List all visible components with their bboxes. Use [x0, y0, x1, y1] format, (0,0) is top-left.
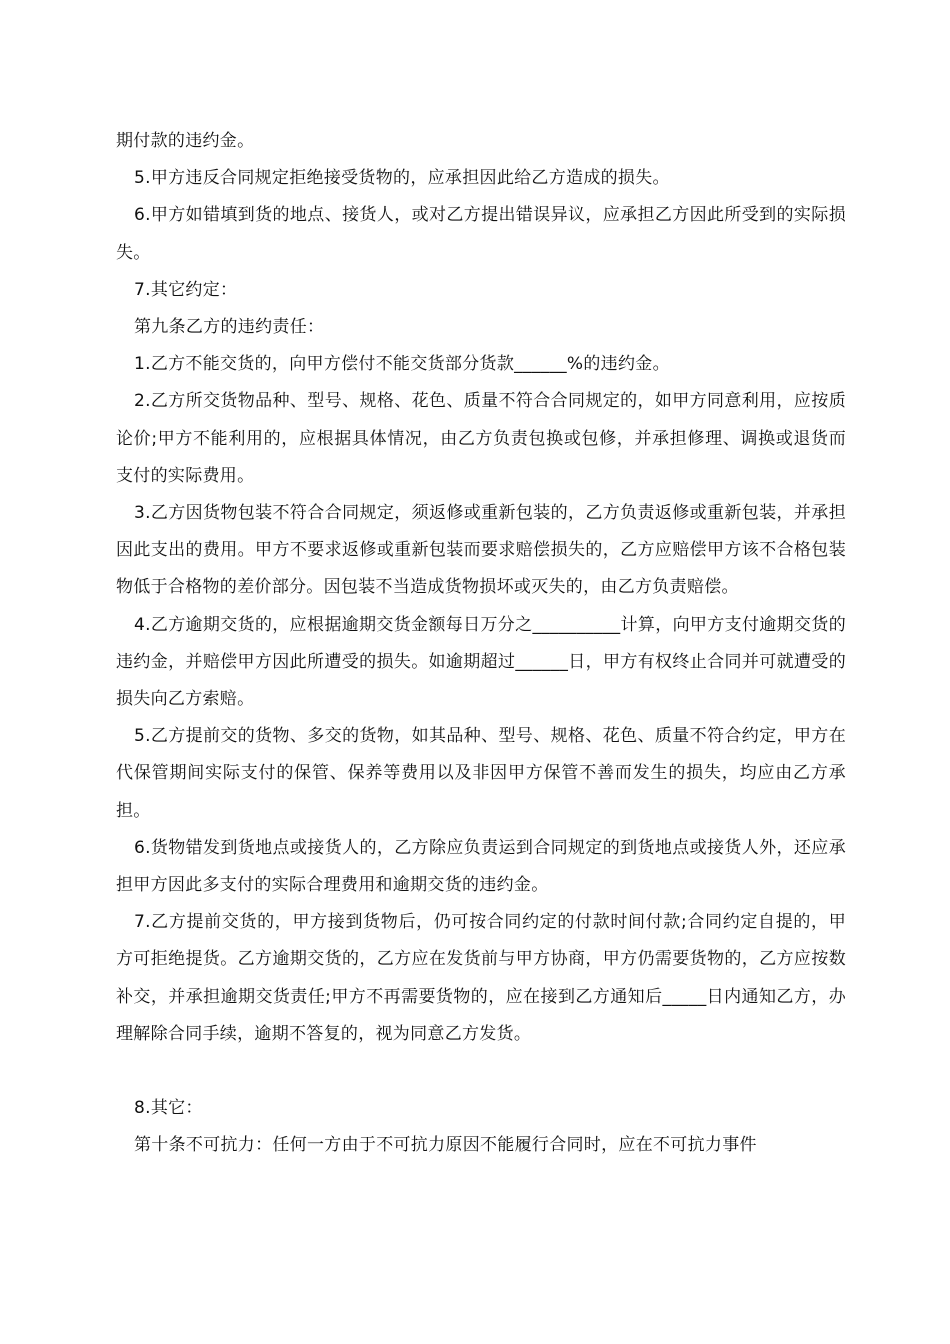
clause-9-item-1: 1.乙方不能交货的，向甲方偿付不能交货部分货款______%的违约金。	[134, 354, 670, 375]
clause-9-item-5: 5.乙方提前交的货物、多交的货物，如其品种、型号、规格、花色、质量不符合约定，甲方在代保管期间实际支付的保管、保养等费用以及非因甲方保管不善而发生的损失，均应由乙方承担。	[116, 726, 846, 821]
clause-9-heading: 第九条乙方的违约责任：	[134, 317, 325, 338]
clause-10-heading: 第十条不可抗力：任何一方由于不可抗力原因不能履行合同时，应在不可抗力事件	[134, 1135, 757, 1156]
clause-9-item-6: 6.货物错发到货地点或接货人的，乙方除应负责运到合同规定的到货地点或接货人外，还应承担甲方因此多支付的实际合理费用和逾期交货的违约金。	[116, 837, 846, 896]
clause-9-item-3: 3.乙方因货物包装不符合合同规定，须返修或重新包装的，乙方负责返修或重新包装，并承担因此支出的费用。甲方不要求返修或重新包装而要求赔偿损失的，乙方应赔偿甲方该不合格包装物低于合格物的差价部分。因包装不当造成货物损坏或灭失的，由乙方负责赔偿。	[116, 503, 846, 598]
document-page	[116, 123, 846, 1164]
clause-8-item-7: 7.其它约定：	[134, 279, 238, 300]
clause-9-item-2: 2.乙方所交货物品种、型号、规格、花色、质量不符合合同规定的，如甲方同意利用，应按质论价;甲方不能利用的，应根据具体情况，由乙方负责包换或包修，并承担修理、调换或退货而支付的实际费用。	[116, 391, 846, 486]
paragraph-gap	[116, 1053, 846, 1090]
clause-8-item-6: 6.甲方如错填到货的地点、接货人，或对乙方提出错误异议，应承担乙方因此所受到的实际损失。	[116, 205, 846, 263]
clause-9-item-7: 7.乙方提前交货的，甲方接到货物后，仍可按合同约定的付款时间付款;合同约定自提的，甲方可拒绝提货。乙方逾期交货的，乙方应在发货前与甲方协商，甲方仍需要货物的，乙方应按数补交，并承担逾期交货责任;甲方不再需要货物的，应在接到乙方通知后_____日内通知乙方，办理解除合同手续，逾期不答复的，视为同意乙方发货。	[116, 912, 846, 1044]
clause-8-item-5: 5.甲方违反合同规定拒绝接受货物的，应承担因此给乙方造成的损失。	[134, 168, 670, 189]
clause-9-item-4: 4.乙方逾期交货的，应根据逾期交货金额每日万分之__________计算，向甲方支付逾期交货的违约金，并赔偿甲方因此所遭受的损失。如逾期超过______日，甲方有权终止合同并可就遭受的损失向乙方索赔。	[116, 614, 846, 710]
paragraph-continuation: 期付款的违约金。	[116, 131, 255, 151]
clause-9-item-8: 8.其它：	[134, 1098, 203, 1119]
